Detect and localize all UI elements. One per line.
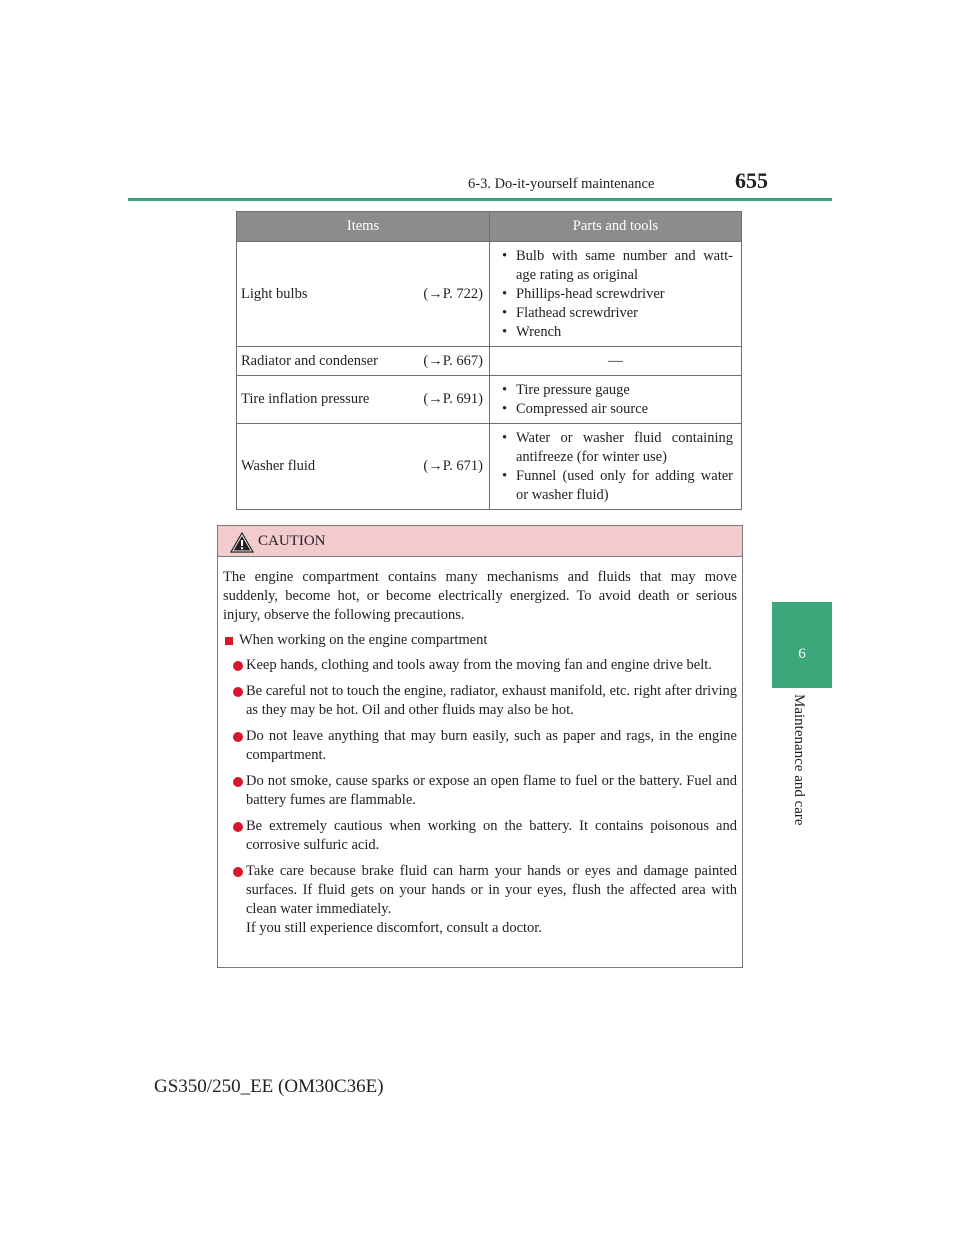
list-item: Do not leave anything that may burn easily, such as paper and rags, in the engine compartment. [233,727,737,765]
list-item: • Tire pressure gauge [502,381,630,398]
list-item: Be extremely cautious when working on the battery. It contains poisonous and corrosive sulfuric acid. [233,817,737,855]
parts-cell [490,242,742,347]
circle-bullet-icon [233,687,243,697]
parts-cell [490,376,742,424]
page-reference: (→P. 671) [423,458,483,474]
column-header-parts: Parts and tools [490,212,742,242]
item-name: Tire inflation pressure [241,391,370,407]
parts-cell [490,424,742,510]
list-item: • Flathead screwdriver [502,304,638,321]
circle-bullet-icon [233,661,243,671]
section-title: 6-3. Do-it-yourself maintenance [468,176,655,192]
circle-bullet-icon [233,732,243,742]
caution-intro: The engine compartment contains many mechanisms and fluids that may move suddenly, become hot, or become electrically energized. To avoid death or serious injury, observe the following precautions. [223,569,737,623]
table-row [237,347,742,376]
table-row [237,424,742,510]
list-item: • Phillips-head screwdriver [502,285,665,302]
circle-bullet-icon [233,867,243,877]
list-item: Keep hands, clothing and tools away from the moving fan and engine drive belt. [233,656,737,675]
caution-title: CAUTION [258,533,326,549]
circle-bullet-icon [233,777,243,787]
square-bullet-icon [225,637,233,645]
table-header-row [237,212,742,242]
caution-subheading: When working on the engine compartment [223,631,737,650]
chapter-title: Maintenance and care [791,694,807,826]
list-item: • Compressed air source [502,400,649,417]
page-reference: (→P. 691) [423,391,483,407]
list-item: • Bulb with same number and watt-age rating as original [502,247,733,283]
caution-header [218,526,742,557]
list-item: Do not smoke, cause sparks or expose an open flame to fuel or the battery. Fuel and battery fumes are flammable. [233,772,737,810]
item-name: Light bulbs [241,285,308,302]
item-cell [237,242,490,347]
table-row [237,242,742,347]
circle-bullet-icon [233,822,243,832]
page-reference: (→P. 667) [423,352,483,369]
item-name: Radiator and condenser [241,352,378,369]
item-cell [237,376,490,424]
item-name: Washer fluid [241,458,316,474]
list-item: • Funnel (used only for adding water or washer fluid) [502,467,733,503]
chapter-number: 6 [798,646,806,662]
parts-cell: — [490,347,742,376]
caution-body [218,557,742,938]
warning-triangle-icon [230,532,254,553]
parts-tools-table [236,211,742,510]
column-header-items: Items [237,212,490,242]
model-code: GS350/250_EE (OM30C36E) [154,1076,384,1097]
list-item: • Wrench [502,323,562,340]
page-number: 655 [735,168,768,193]
caution-box [217,525,743,968]
item-cell [237,347,490,376]
list-item: Take care because brake fluid can harm your hands or eyes and damage painted surfaces. If fluid gets on your hands or in your eyes, flush the affected area with clean water immediately. If you still experience discomfort, consult a doctor. [233,862,737,938]
page-reference: (→P. 722) [423,285,483,302]
list-item: • Water or washer fluid containing antifreeze (for winter use) [502,429,733,465]
list-item: Be careful not to touch the engine, radiator, exhaust manifold, etc. right after driving as they may be hot. Oil and other fluids may also be hot. [233,682,737,720]
chapter-tab [772,602,832,688]
item-cell [237,424,490,510]
header-rule [128,198,832,201]
table-row [237,376,742,424]
